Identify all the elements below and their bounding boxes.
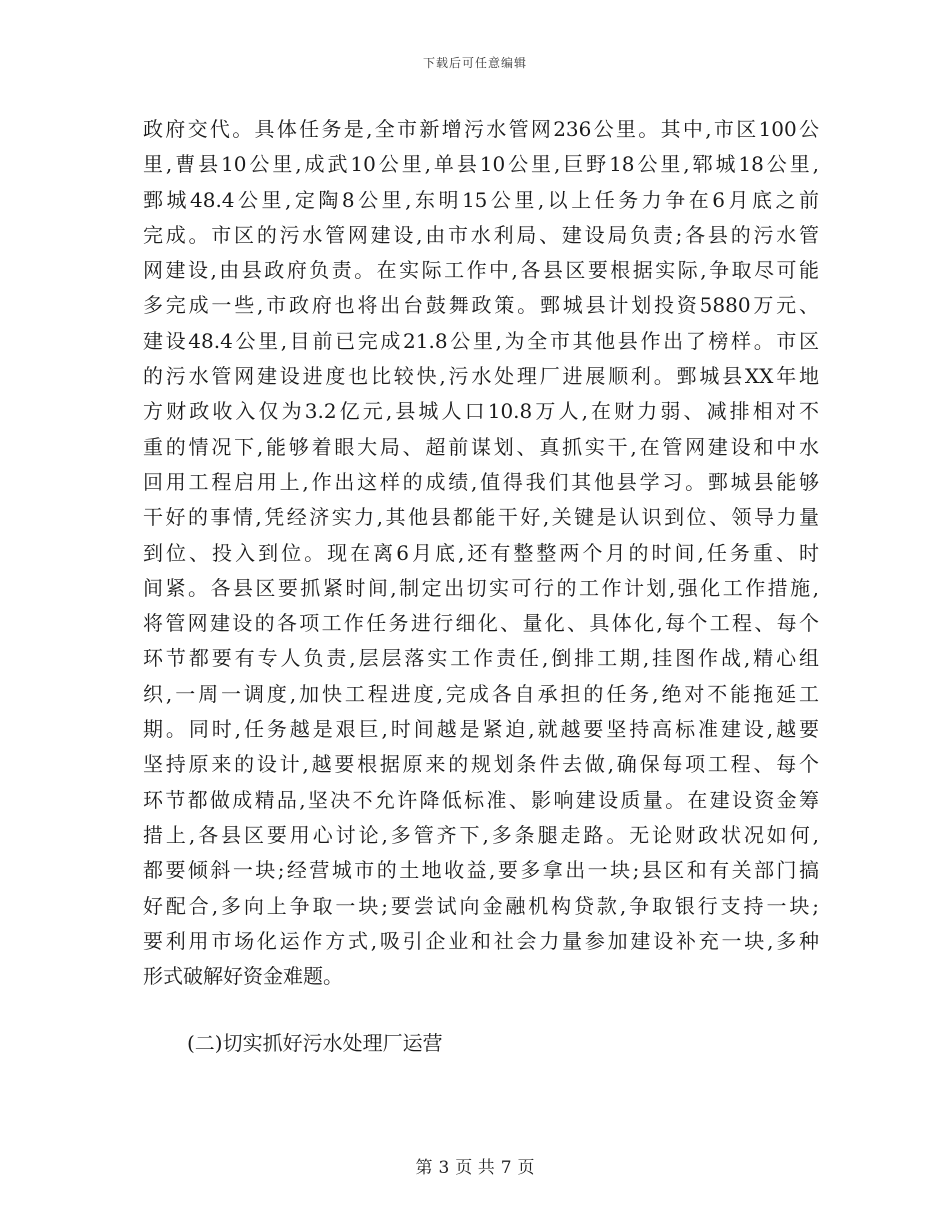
paragraph-line: 完成。市区的污水管网建设,由市水利局、建设局负责;各县的污水管 <box>143 222 819 247</box>
footer-middle: 页 共 <box>455 1158 495 1178</box>
document-body <box>143 112 819 994</box>
paragraph-line: 坚持原来的设计,越要根据原来的规划条件去做,确保每项工程、每个 <box>143 752 819 777</box>
paragraph-line: 到位、投入到位。现在离6月底,还有整整两个月的时间,任务重、时 <box>143 540 819 565</box>
section-subheading: (二)切实抓好污水处理厂运营 <box>187 1031 443 1055</box>
footer-prefix: 第 <box>415 1158 433 1178</box>
paragraph-line: 环节都要有专人负责,层层落实工作责任,倒排工期,挂图作战,精心组 <box>143 646 819 671</box>
footer-total-pages: 7 <box>500 1158 512 1178</box>
paragraph-line: 好配合,多向上争取一块;要尝试向金融机构贷款,争取银行支持一块; <box>143 893 819 918</box>
page-header: 下载后可任意编辑 <box>422 56 527 70</box>
paragraph-line: 要利用市场化运作方式,吸引企业和社会力量参加建设补充一块,多种 <box>143 928 819 953</box>
paragraph-line: 都要倾斜一块;经营城市的土地收益,要多拿出一块;县区和有关部门搞 <box>143 858 819 883</box>
paragraph-line: 政府交代。具体任务是,全市新增污水管网236公里。其中,市区100公 <box>143 117 819 141</box>
footer-suffix: 页 <box>517 1158 535 1178</box>
paragraph-line: 网建设,由县政府负责。在实际工作中,各县区要根据实际,争取尽可能 <box>143 258 819 283</box>
paragraph-line: 建设48.4公里,目前已完成21.8公里,为全市其他县作出了榜样。市区 <box>143 328 819 353</box>
paragraph-line: 里,曹县10公里,成武10公里,单县10公里,巨野18公里,郓城18公里, <box>143 152 819 177</box>
paragraph-line: 多完成一些,市政府也将出台鼓舞政策。鄄城县计划投资5880万元、 <box>143 293 819 318</box>
paragraph-line: 的污水管网建设进度也比较快,污水处理厂进展顺利。鄄城县XX年地 <box>143 364 819 389</box>
paragraph-line: 环节都做成精品,坚决不允许降低标准、影响建设质量。在建设资金筹 <box>143 787 819 812</box>
footer-page-number: 3 <box>438 1158 450 1178</box>
paragraph-line: 方财政收入仅为3.2亿元,县城人口10.8万人,在财力弱、减排相对不 <box>143 399 819 424</box>
paragraph-line: 鄄城48.4公里,定陶8公里,东明15公里,以上任务力争在6月底之前 <box>143 187 819 212</box>
paragraph-line: 将管网建设的各项工作任务进行细化、量化、具体化,每个工程、每个 <box>143 611 819 636</box>
paragraph-line: 干好的事情,凭经济实力,其他县都能干好,关键是认识到位、领导力量 <box>143 505 819 530</box>
paragraph-line: 期。同时,任务越是艰巨,时间越是紧迫,就越要坚持高标准建设,越要 <box>143 717 819 742</box>
paragraph-line: 措上,各县区要用心讨论,多管齐下,多条腿走路。无论财政状况如何, <box>143 822 819 847</box>
paragraph-line-last: 形式破解好资金难题。 <box>143 964 343 989</box>
paragraph-line: 重的情况下,能够着眼大局、超前谋划、真抓实干,在管网建设和中水 <box>143 434 819 459</box>
paragraph-line: 回用工程启用上,作出这样的成绩,值得我们其他县学习。鄄城县能够 <box>143 469 819 494</box>
page-footer <box>0 1153 950 1178</box>
paragraph-line: 间紧。各县区要抓紧时间,制定出切实可行的工作计划,强化工作措施, <box>143 575 819 600</box>
paragraph-line: 织,一周一调度,加快工程进度,完成各自承担的任务,绝对不能拖延工 <box>143 681 819 706</box>
